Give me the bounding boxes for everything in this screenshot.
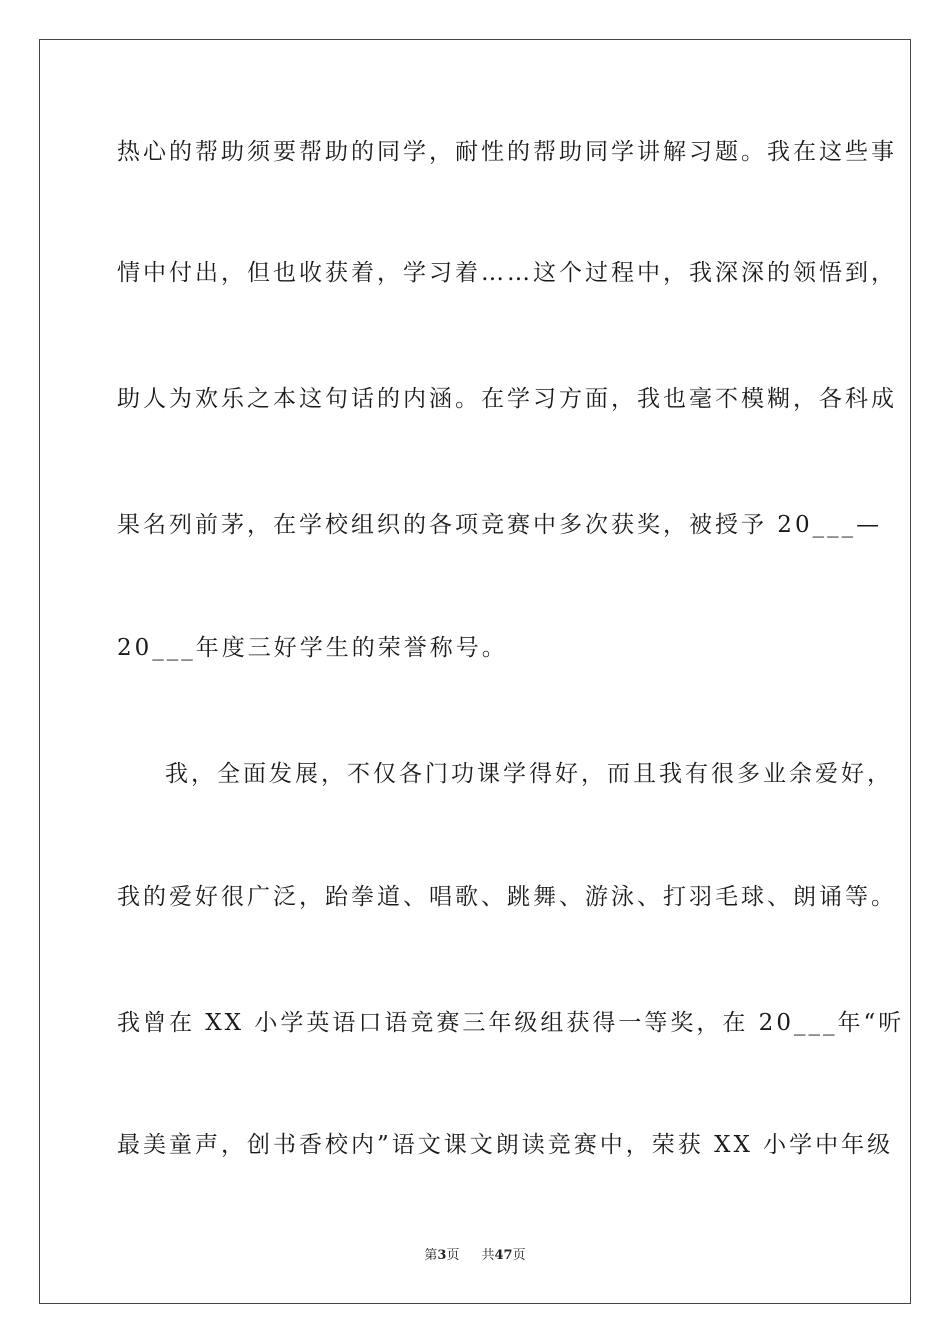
paragraph-line-3: 助人为欢乐之本这句话的内涵。在学习方面，我也毫不模糊，各科成 bbox=[117, 386, 897, 412]
page-border bbox=[39, 39, 911, 1304]
paragraph-line-4: 果名列前茅，在学校组织的各项竞赛中多次获奖，被授予 20___— bbox=[117, 512, 883, 538]
total-prefix: 共 bbox=[481, 1248, 495, 1263]
paragraph-line-7: 我的爱好很广泛，跆拳道、唱歌、跳舞、游泳、打羽毛球、朗诵等。 bbox=[117, 884, 897, 910]
paragraph-line-6: 我，全面发展，不仅各门功课学得好，而且我有很多业余爱好， bbox=[165, 761, 893, 787]
total-pages: 47 bbox=[494, 1248, 513, 1263]
total-suffix: 页 bbox=[512, 1248, 526, 1263]
paragraph-line-1: 热心的帮助须要帮助的同学，耐性的帮助同学讲解习题。我在这些事 bbox=[117, 139, 897, 165]
page-suffix: 页 bbox=[446, 1248, 460, 1263]
page-prefix: 第 bbox=[424, 1248, 438, 1263]
page-footer bbox=[0, 1247, 950, 1265]
paragraph-line-9: 最美童声，创书香校内”语文课文朗读竞赛中，荣获 XX 小学中年级 bbox=[117, 1132, 894, 1158]
paragraph-line-5: 20___年度三好学生的荣誉称号。 bbox=[117, 635, 508, 661]
page-number: 3 bbox=[437, 1248, 447, 1263]
paragraph-line-8: 我曾在 XX 小学英语口语竞赛三年级组获得一等奖，在 20___年“听 bbox=[117, 1010, 905, 1036]
paragraph-line-2: 情中付出，但也收获着，学习着……这个过程中，我深深的领悟到， bbox=[117, 260, 897, 286]
